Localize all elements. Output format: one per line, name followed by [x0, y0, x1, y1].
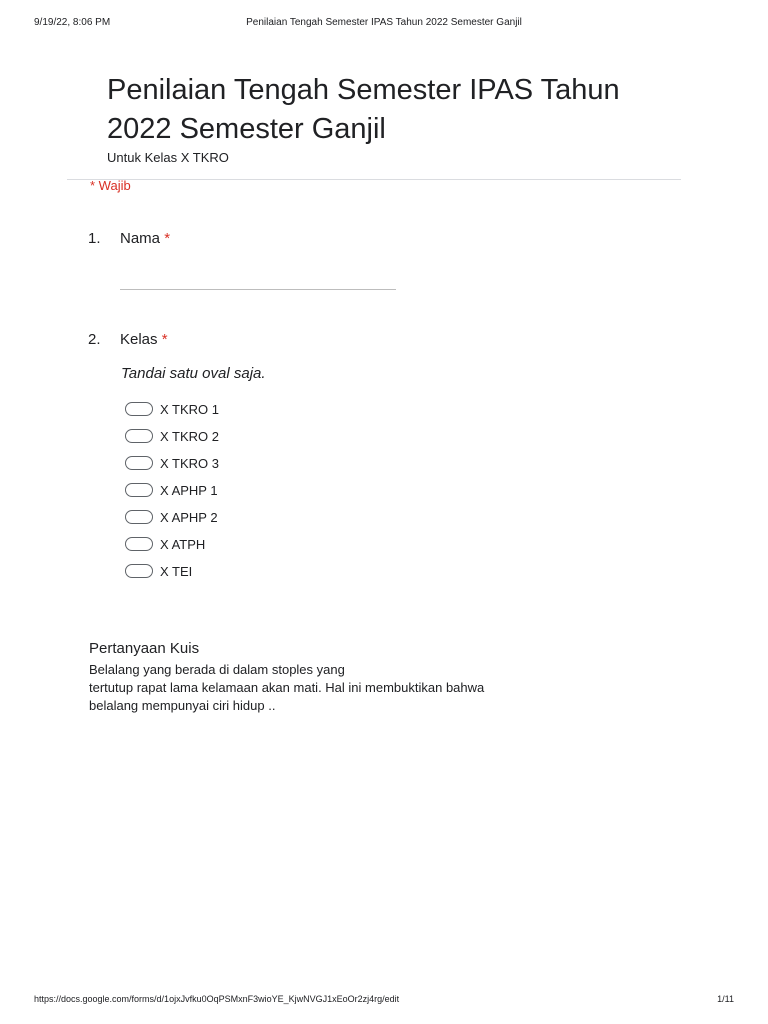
- oval-radio[interactable]: [125, 456, 153, 470]
- oval-radio[interactable]: [125, 564, 153, 578]
- question-2-required-marker: *: [161, 331, 168, 348]
- option-x-tkro-3[interactable]: [125, 454, 425, 481]
- header-divider: [67, 179, 681, 180]
- oval-radio[interactable]: [125, 483, 153, 497]
- form-title: Penilaian Tengah Semester IPAS Tahun 2022 Semester Ganjil: [107, 74, 620, 145]
- question-2-number: 2.: [88, 331, 101, 348]
- option-label: X ATPH: [160, 537, 206, 552]
- page-number: 1/11: [717, 994, 734, 1004]
- option-x-tei[interactable]: [125, 562, 425, 589]
- option-label: X APHP 2: [160, 510, 218, 525]
- print-url: https://docs.google.com/forms/d/1ojxJvfku0OqPSMxnF3wioYE_KjwNVGJ1xEoOr2zj4rg/edit: [34, 994, 400, 1004]
- question-2-label: Kelas: [120, 331, 158, 348]
- kelas-options: [125, 400, 425, 589]
- option-label: X TKRO 3: [160, 456, 220, 471]
- question-2-title: [120, 331, 168, 348]
- option-label: X APHP 1: [160, 483, 218, 498]
- option-label: X TKRO 1: [160, 402, 220, 417]
- oval-radio[interactable]: [125, 402, 153, 416]
- question-1-required-marker: *: [164, 230, 171, 247]
- option-label: X TKRO 2: [160, 429, 220, 444]
- option-x-aphp-2[interactable]: [125, 508, 425, 535]
- question-1-label: Nama: [120, 230, 161, 247]
- print-datetime: 9/19/22, 8:06 PM: [34, 17, 111, 28]
- print-footer: [34, 994, 734, 1006]
- option-x-atph[interactable]: [125, 535, 425, 562]
- section-description-line: belalang mempunyai ciri hidup ..: [89, 698, 276, 713]
- option-x-aphp-1[interactable]: [125, 481, 425, 508]
- print-header: [34, 17, 734, 31]
- required-note: * Wajib: [90, 178, 131, 193]
- print-document-title: Penilaian Tengah Semester IPAS Tahun 2022 Semester Ganjil: [246, 17, 522, 28]
- question-1-title: [120, 230, 170, 247]
- oval-radio[interactable]: [125, 510, 153, 524]
- question-1-number: 1.: [88, 230, 101, 247]
- oval-radio[interactable]: [125, 429, 153, 443]
- section-title: Pertanyaan Kuis: [89, 640, 200, 657]
- form-description: Untuk Kelas X TKRO: [107, 150, 229, 165]
- option-x-tkro-1[interactable]: [125, 400, 425, 427]
- question-2-instruction: Tandai satu oval saja.: [121, 365, 266, 382]
- section-description: [89, 661, 549, 715]
- oval-radio[interactable]: [125, 537, 153, 551]
- nama-answer-field[interactable]: [120, 289, 396, 290]
- option-label: X TEI: [160, 564, 193, 579]
- option-x-tkro-2[interactable]: [125, 427, 425, 454]
- section-description-line: tertutup rapat lama kelamaan akan mati. Hal ini membuktikan bahwa: [89, 680, 485, 695]
- section-description-line: Belalang yang berada di dalam stoples yang: [89, 662, 345, 677]
